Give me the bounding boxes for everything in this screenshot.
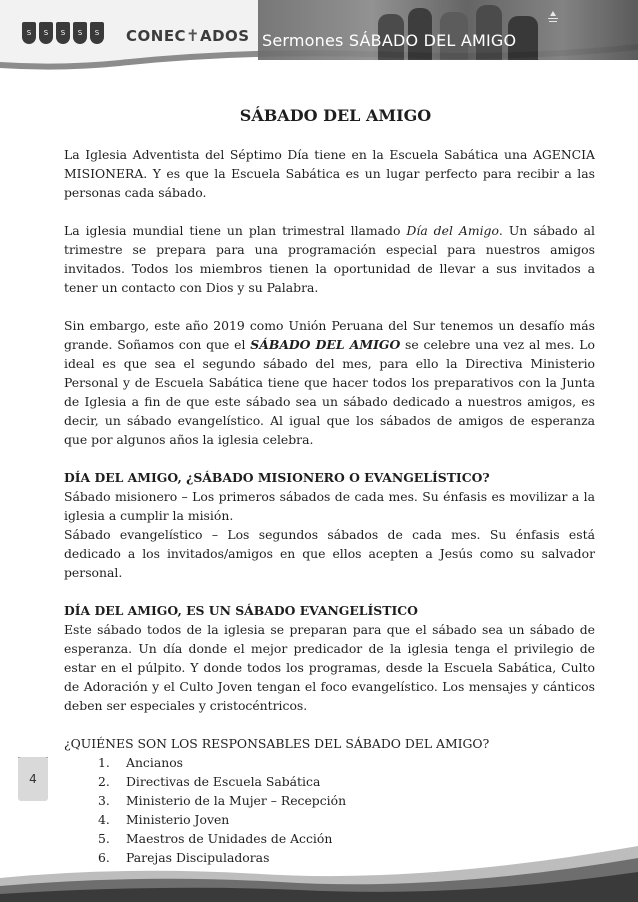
section-heading: DÍA DEL AMIGO, ¿SÁBADO MISIONERO O EVANGELÍSTICO? [64,470,490,485]
paragraph-intro: La Iglesia Adventista del Séptimo Día tiene en la Escuela Sabática una AGENCIA MISIONERA. Y es que la Escuela Sabática es un lugar perfecto para recibir a las personas cada sábado. [64,147,595,200]
paragraph-challenge: Sin embargo, este año 2019 como Unión Peruana del Sur tenemos un desafío más grande. Soñamos con que el SÁBADO DEL AMIGO se celebre una vez al mes. Lo ideal es que sea el segundo sábado del mes, para ello la Directiva Ministerio Personal y de Escuela Sabática tiene que hacer todos los preparativos con la Junta de Iglesia a fin de que este sábado sea un sábado dedicado a nuestros amigos, es decir, un sábado evangelístico. Al igual que los sábados de amigos de esperanza que por algunos años la iglesia celebra. [64,318,595,447]
header-title: Sermones SÁBADO DEL AMIGO [262,31,517,50]
list-item: 4. Ministerio Joven [98,812,230,827]
list-item: 5. Maestros de Unidades de Acción [98,831,333,846]
header-banner [0,0,638,78]
list-item: 6. Parejas Discipuladoras [98,850,270,865]
section-heading: DÍA DEL AMIGO, ES UN SÁBADO EVANGELÍSTICO [64,603,418,618]
page-title: SÁBADO DEL AMIGO [239,106,432,125]
shield-icon: S [39,22,53,44]
list-item: 2. Directivas de Escuela Sabática [98,774,321,789]
shield-icon: S [56,22,70,44]
document-body [64,106,595,886]
shield-icon: S [22,22,36,44]
responsables-question: ¿QUIÉNES SON LOS RESPONSABLES DEL SÁBADO DEL AMIGO? [64,736,490,751]
shield-icon: S [73,22,87,44]
footer-wave-graphic [0,838,638,902]
list-item: 1. Ancianos [98,755,184,770]
section-body: Este sábado todos de la iglesia se preparan para que el sábado sea un sábado de esperanza. Un día donde el mejor predicador de la iglesia tenga el privilegio de estar en el púlpito. Y donde todos los programas, desde la Escuela Sabática, Culto de Adoración y el Culto Joven tengan el foco evangelístico. Los mensajes y cánticos deben ser especiales y cristocéntricos. [64,622,595,713]
list-item: 3. Ministerio de la Mujer – Recepción [98,793,347,808]
page-number: 4 [18,757,48,801]
union-logos [22,22,104,44]
conectados-logo: CONEC✝ADOS [126,26,250,45]
shield-icon: S [90,22,104,44]
section-line: Sábado misionero – Los primeros sábados de cada mes. Su énfasis es movilizar a la iglesia a cumplir la misión. [64,489,595,523]
section-misionero-evangelistico [64,468,595,582]
section-line: Sábado evangelístico – Los segundos sábados de cada mes. Su énfasis está dedicado a los invitados/amigos en que ellos acepten a Jesús como su salvador personal. [64,527,595,580]
section-sabado-evangelistico [64,601,595,715]
cross-icon: ✝ [186,26,200,45]
header-photo [258,0,638,60]
paragraph-plan: La iglesia mundial tiene un plan trimestral llamado Día del Amigo. Un sábado al trimestre se prepara para una programación especial para nuestros amigos invitados. Todos los miembros tienen la oportunidad de llevar a sus invitados a tener un contacto con Dios y su Palabra. [64,223,595,295]
adventist-logo [546,10,596,26]
